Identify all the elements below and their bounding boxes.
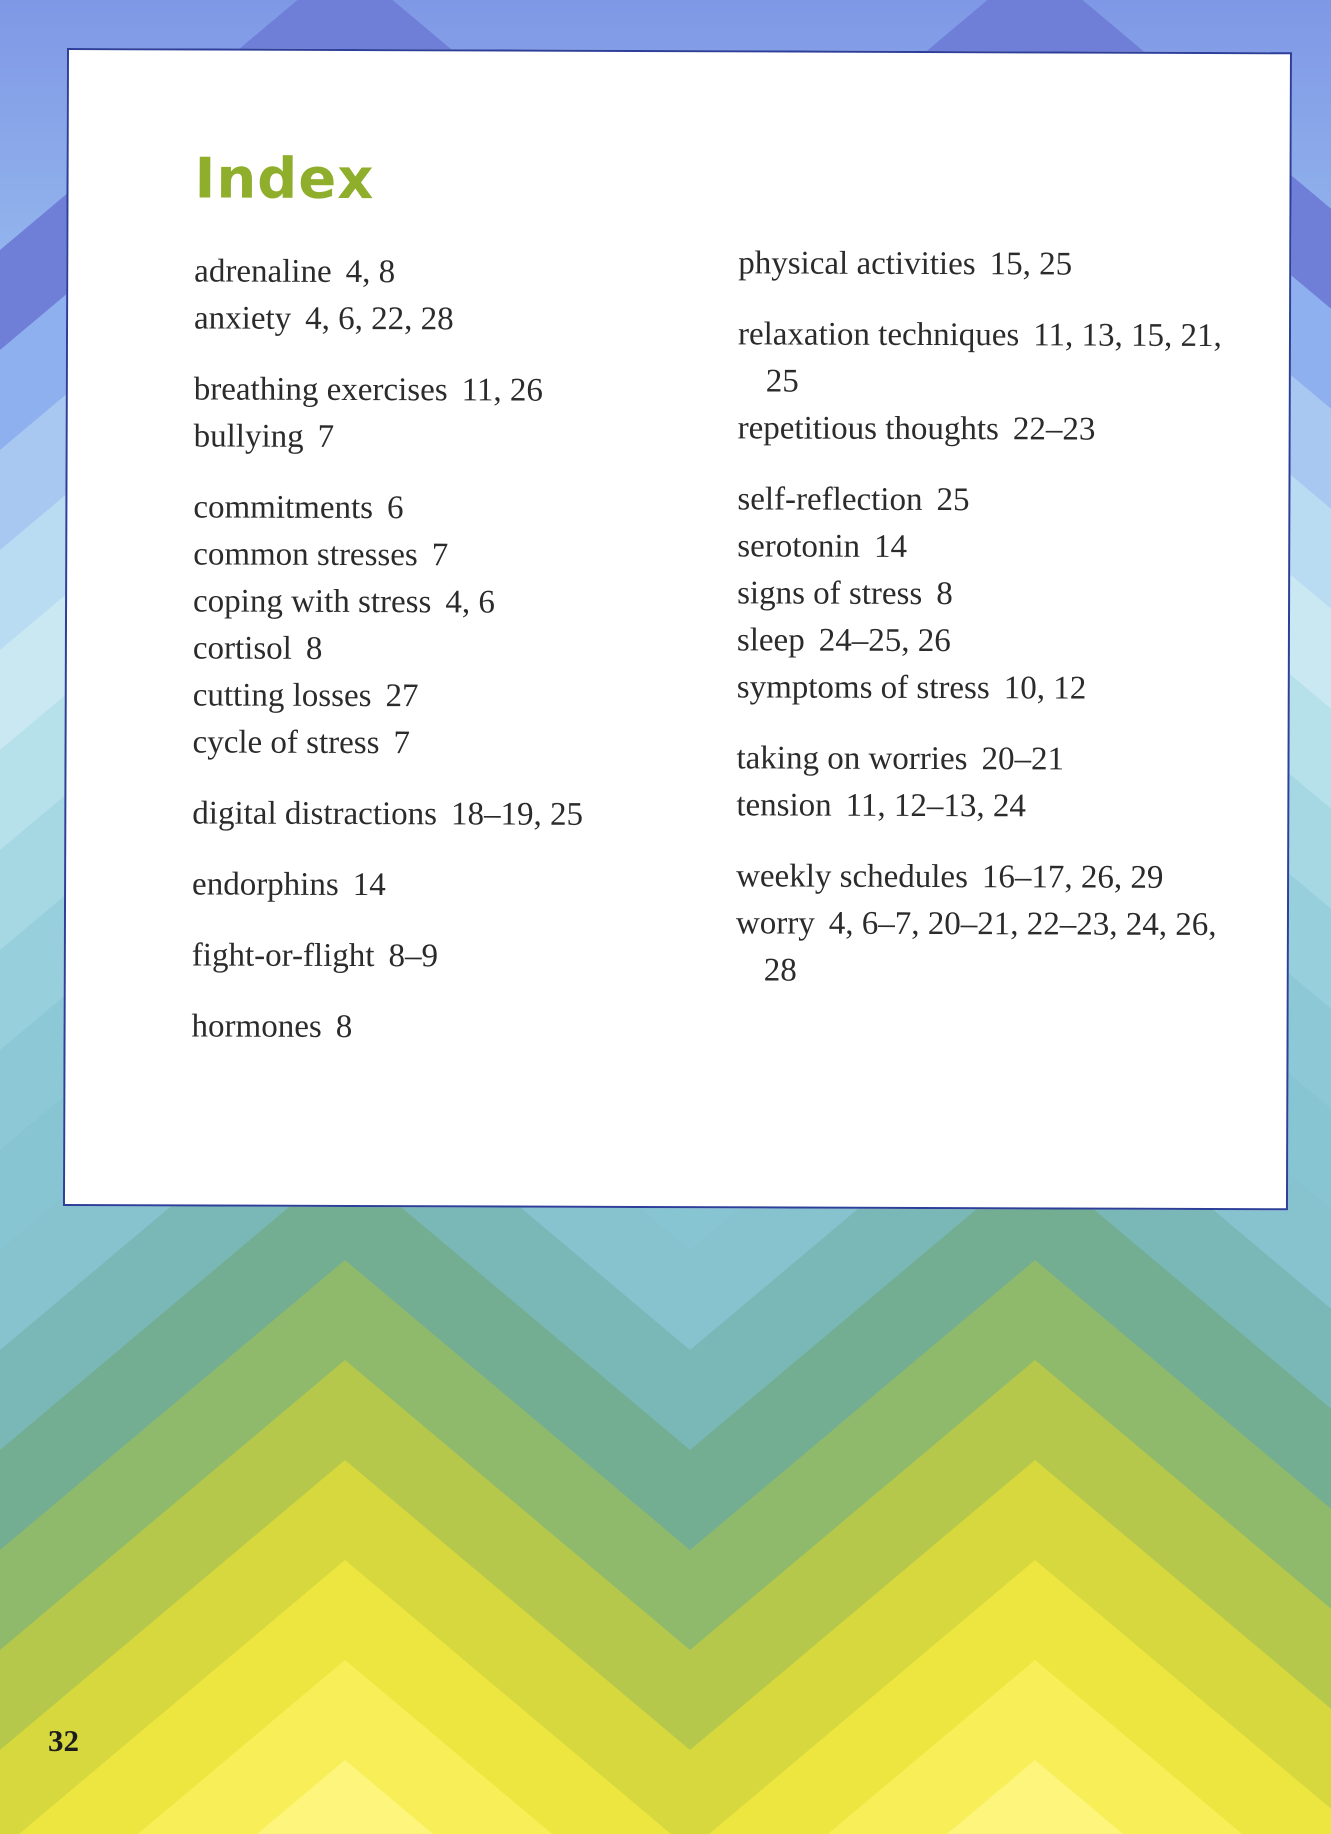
index-term: serotonin: [737, 528, 861, 565]
index-term: coping with stress: [193, 583, 432, 621]
index-entry: [736, 735, 1256, 784]
index-term: tension: [736, 787, 832, 824]
index-entry: [193, 531, 713, 580]
index-entry: [192, 1003, 712, 1052]
index-entry: [192, 932, 712, 981]
index-pages: 4, 6: [445, 584, 495, 621]
index-term: adrenaline: [194, 253, 332, 290]
index-term: self-reflection: [737, 481, 923, 518]
index-pages: 14: [874, 528, 908, 565]
index-pages: 7: [317, 418, 335, 455]
index-entry: [192, 861, 712, 910]
index-term: physical activities: [738, 245, 976, 283]
index-entry: [737, 664, 1257, 713]
index-entry: [736, 782, 1256, 831]
index-pages: 22–23: [1012, 411, 1096, 448]
index-pages: 10, 12: [1003, 670, 1087, 707]
index-pages: 8: [936, 576, 953, 613]
index-group: [192, 932, 712, 981]
page-number: 32: [48, 1723, 79, 1758]
index-pages: 18–19, 25: [450, 796, 584, 833]
index-group: [738, 240, 1258, 289]
index-pages: 8: [305, 630, 323, 667]
index-group: [737, 476, 1258, 713]
index-entry: [194, 248, 714, 297]
index-term: cutting losses: [192, 677, 372, 715]
index-pages: 7: [393, 725, 411, 762]
index-pages: 16–17, 26, 29: [981, 859, 1164, 896]
index-entry: [737, 523, 1257, 572]
index-column-right: [736, 240, 1259, 1020]
index-pages: 7: [431, 537, 449, 574]
index-pages: 8–9: [388, 938, 439, 975]
index-entry: [193, 484, 713, 533]
index-entry: [736, 853, 1256, 902]
index-pages: 11, 13, 15, 21, 25: [765, 317, 1222, 400]
index-panel: [63, 48, 1292, 1210]
index-group: [194, 366, 714, 462]
index-entry: [737, 476, 1257, 525]
index-term: repetitious thoughts: [737, 410, 999, 448]
index-pages: 15, 25: [989, 246, 1073, 283]
index-pages: 14: [352, 867, 386, 904]
index-term: commitments: [193, 489, 374, 527]
index-term: worry: [735, 905, 815, 942]
index-entry: [738, 311, 1258, 407]
index-term: taking on worries: [736, 740, 968, 778]
index-term: symptoms of stress: [736, 669, 990, 707]
index-group: [738, 311, 1258, 454]
index-term: hormones: [191, 1008, 322, 1045]
index-term: cortisol: [192, 630, 292, 667]
index-term: sleep: [736, 622, 805, 659]
index-entry: [194, 366, 714, 415]
index-term: bullying: [193, 418, 304, 455]
index-pages: 25: [936, 482, 970, 519]
index-group: [192, 1003, 712, 1052]
index-pages: 24–25, 26: [818, 622, 951, 660]
index-term: signs of stress: [737, 575, 923, 612]
index-entry: [738, 240, 1258, 289]
index-entry: [193, 578, 713, 627]
index-term: endorphins: [192, 866, 339, 903]
index-term: cycle of stress: [192, 724, 380, 762]
index-pages: 11, 26: [461, 372, 543, 409]
index-pages: 6: [386, 490, 404, 527]
index-pages: 8: [335, 1008, 353, 1046]
index-pages: 4, 6, 22, 28: [305, 300, 454, 338]
index-term: common stresses: [193, 536, 418, 574]
index-term: weekly schedules: [736, 858, 969, 896]
index-entry: [192, 719, 712, 768]
index-pages: 27: [385, 678, 419, 715]
index-pages: 4, 6–7, 20–21, 22–23, 24, 26, 28: [763, 905, 1217, 989]
index-term: breathing exercises: [193, 371, 448, 409]
index-entry: [193, 672, 713, 721]
index-term: anxiety: [193, 300, 292, 337]
index-entry: [193, 625, 713, 674]
index-group: [736, 853, 1256, 996]
index-entry: [737, 617, 1257, 666]
index-entry: [737, 570, 1257, 619]
index-entry: [738, 405, 1258, 454]
index-term: relaxation techniques: [737, 316, 1020, 354]
index-group: [192, 861, 712, 910]
index-group: [192, 484, 713, 768]
index-term: digital distractions: [192, 795, 438, 833]
page-title: Index: [194, 146, 375, 213]
index-pages: 4, 8: [345, 253, 396, 291]
index-entry: [736, 900, 1256, 996]
index-entry: [192, 790, 712, 839]
index-entry: [194, 295, 714, 344]
index-entry: [194, 413, 714, 462]
index-column-left: [191, 248, 714, 1076]
index-group: [192, 790, 712, 839]
index-group: [194, 248, 714, 344]
index-term: fight-or-flight: [191, 937, 375, 975]
index-group: [736, 735, 1256, 831]
index-pages: 20–21: [981, 741, 1065, 778]
index-pages: 11, 12–13, 24: [845, 787, 1027, 825]
